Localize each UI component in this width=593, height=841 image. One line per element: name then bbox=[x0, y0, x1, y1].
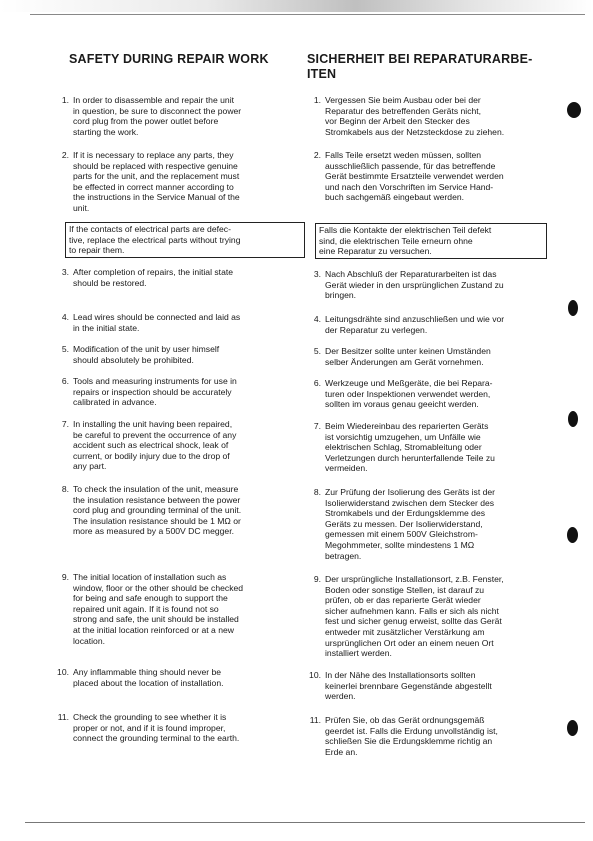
item-number: 6. bbox=[61, 376, 69, 386]
top-rule bbox=[30, 14, 585, 15]
item-text: Falls Teile ersetzt weden müssen, sollten ausschließlich passende, für das betreffende Gerät bestimmte Ersatzteile verwendet werden und nach den Vorschriften im Service Hand- buch sachgemäß eingebaut werden. bbox=[325, 150, 504, 203]
german-item-6 bbox=[307, 378, 539, 410]
english-item-6 bbox=[55, 376, 295, 408]
english-item-11 bbox=[55, 712, 295, 744]
item-number: 1. bbox=[61, 95, 69, 105]
punch-hole-mark bbox=[567, 102, 581, 118]
item-number: 11. bbox=[309, 715, 321, 725]
item-text: In order to disassemble and repair the unit in question, be sure to disconnect the power cord plug from the power outlet before starting the work. bbox=[73, 95, 242, 137]
english-item-1 bbox=[55, 95, 295, 137]
german-item-11 bbox=[307, 715, 539, 757]
item-number: 2. bbox=[61, 150, 69, 160]
item-number: 7. bbox=[61, 419, 69, 429]
item-text: After completion of repairs, the initial state should be restored. bbox=[73, 267, 234, 288]
item-text: Nach Abschluß der Reparaturarbeiten ist das Gerät wieder in den ursprünglichen Zustand zu bringen. bbox=[325, 269, 504, 301]
item-number: 10. bbox=[309, 670, 321, 680]
english-item-7 bbox=[55, 419, 295, 472]
item-text: In der Nähe des Installationsorts sollten keinerlei brennbare Gegenstände abgestellt werden. bbox=[325, 670, 492, 702]
item-number: 3. bbox=[61, 267, 69, 277]
item-text: Prüfen Sie, ob das Gerät ordnungsgemäß geerdet ist. Falls die Erdung unvollständig ist, schließen Sie die Erdungsklemme richtig an Erde an. bbox=[325, 715, 498, 757]
item-text: Any inflammable thing should never be placed about the location of installation. bbox=[73, 667, 224, 688]
item-text: Der Besitzer sollte unter keinen Umständen selber Änderungen am Gerät vornehmen. bbox=[325, 346, 491, 367]
item-text: Lead wires should be connected and laid as in the initial state. bbox=[73, 312, 241, 333]
item-number: 3. bbox=[313, 269, 321, 279]
item-text: Tools and measuring instruments for use in repairs or inspection should be accurately calibrated in advance. bbox=[73, 376, 237, 408]
item-text: Zur Prüfung der Isolierung des Geräts ist der Isolierwiderstand zwischen dem Stecker des Stromkabels und der Erdungsklemme des Geräts zu messen. Der Isolierwiderstand, gemessen mit einem 500V Gleichstrom- Megohmmeter, sollte mindestens 1 MΩ betragen. bbox=[325, 487, 496, 561]
item-number: 10. bbox=[57, 667, 69, 677]
german-notice-box: Falls die Kontakte der elektrischen Teil defekt sind, die elektrischen Teile erneurn ohne eine Reparatur zu versuchen. bbox=[315, 223, 547, 259]
item-text: Leitungsdrähte sind anzuschließen und wie vor der Reparatur zu verlegen. bbox=[325, 314, 505, 335]
item-text: Werkzeuge und Meßgeräte, die bei Repara- turen oder Inspektionen verwendet werden, sollten im voraus genau geeicht werden. bbox=[325, 378, 493, 410]
english-item-3 bbox=[55, 267, 295, 288]
bottom-rule bbox=[25, 822, 585, 823]
item-text: Beim Wiedereinbau des reparierten Geräts ist vorsichtig umzugehen, um Unfälle wie elektrischen Schlag, Stromableitung oder Verletzungen durch herunterfallende Teile zu vermeiden. bbox=[325, 421, 495, 474]
punch-hole-mark bbox=[567, 527, 578, 543]
english-item-4 bbox=[55, 312, 295, 333]
german-item-8 bbox=[307, 487, 539, 561]
item-number: 5. bbox=[61, 344, 69, 354]
punch-hole-mark bbox=[568, 411, 578, 427]
german-item-9 bbox=[307, 574, 539, 659]
german-item-2 bbox=[307, 150, 539, 203]
item-text: In installing the unit having been repaired, be careful to prevent the occurrence of any accident such as electrical shock, leak of current, or bodily injury due to the drop of any part. bbox=[73, 419, 237, 472]
english-notice-box: If the contacts of electrical parts are defec- tive, replace the electrical parts without trying to repair them. bbox=[65, 222, 305, 258]
german-item-3 bbox=[307, 269, 539, 301]
punch-hole-mark bbox=[568, 300, 578, 316]
item-number: 4. bbox=[61, 312, 69, 322]
german-column bbox=[307, 52, 539, 757]
item-number: 8. bbox=[61, 484, 69, 494]
punch-hole-mark bbox=[567, 720, 578, 736]
english-title: SAFETY DURING REPAIR WORK bbox=[69, 52, 269, 66]
item-number: 9. bbox=[313, 574, 321, 584]
item-text: Der ursprüngliche Installationsort, z.B. Fenster, Boden oder sonstige Stellen, ist darauf zu prüfen, ob er das reparierte Gerät wieder sicher aufnehmen kann. Falls er sich als nicht fest und sicher genug erweist, sollte das Gerät entweder mit zusätzlicher Verstärkung am ursprünglichen Ort oder an einem neuen Ort installiert werden. bbox=[325, 574, 504, 659]
item-text: Modification of the unit by user himself should absolutely be prohibited. bbox=[73, 344, 220, 365]
english-item-8 bbox=[55, 484, 295, 537]
item-number: 2. bbox=[313, 150, 321, 160]
english-item-2 bbox=[55, 150, 295, 214]
item-number: 5. bbox=[313, 346, 321, 356]
item-text: If it is necessary to replace any parts, they should be replaced with respective genuine parts for the unit, and the replacement must be effected in correct manner according to the instructions in the Service Manual of the unit. bbox=[73, 150, 240, 213]
item-number: 9. bbox=[61, 572, 69, 582]
german-item-4 bbox=[307, 314, 539, 335]
german-item-5 bbox=[307, 346, 539, 367]
item-text: The initial location of installation such as window, floor or the other should be checked for being and safe enough to support the repaired unit again. If it is found not so strong and safe, the unit should be installed at the initial location reinforced or at a new location. bbox=[73, 572, 244, 646]
english-item-9 bbox=[55, 572, 295, 646]
item-number: 11. bbox=[57, 712, 69, 722]
item-number: 6. bbox=[313, 378, 321, 388]
item-number: 8. bbox=[313, 487, 321, 497]
german-title: SICHERHEIT BEI REPARATURARBE- ITEN bbox=[307, 52, 533, 81]
item-number: 1. bbox=[313, 95, 321, 105]
german-item-7 bbox=[307, 421, 539, 474]
english-item-5 bbox=[55, 344, 295, 365]
english-column bbox=[55, 52, 295, 744]
item-number: 4. bbox=[313, 314, 321, 324]
item-text: Vergessen Sie beim Ausbau oder bei der Reparatur des betreffenden Geräts nicht, vor Beginn der Arbeit den Stecker des Stromkabels aus der Netzsteckdose zu ziehen. bbox=[325, 95, 505, 137]
english-item-10 bbox=[55, 667, 295, 688]
german-item-1 bbox=[307, 95, 539, 137]
item-text: Check the grounding to see whether it is proper or not, and if it is found improper, connect the grounding terminal to the earth. bbox=[73, 712, 240, 744]
item-text: To check the insulation of the unit, measure the insulation resistance between the power cord plug and grounding terminal of the unit. The insulation resistance should be 1 MΩ or more as measured by a 500V DC megger. bbox=[73, 484, 242, 537]
german-item-10 bbox=[307, 670, 539, 702]
item-number: 7. bbox=[313, 421, 321, 431]
scan-header-shading bbox=[0, 0, 593, 12]
